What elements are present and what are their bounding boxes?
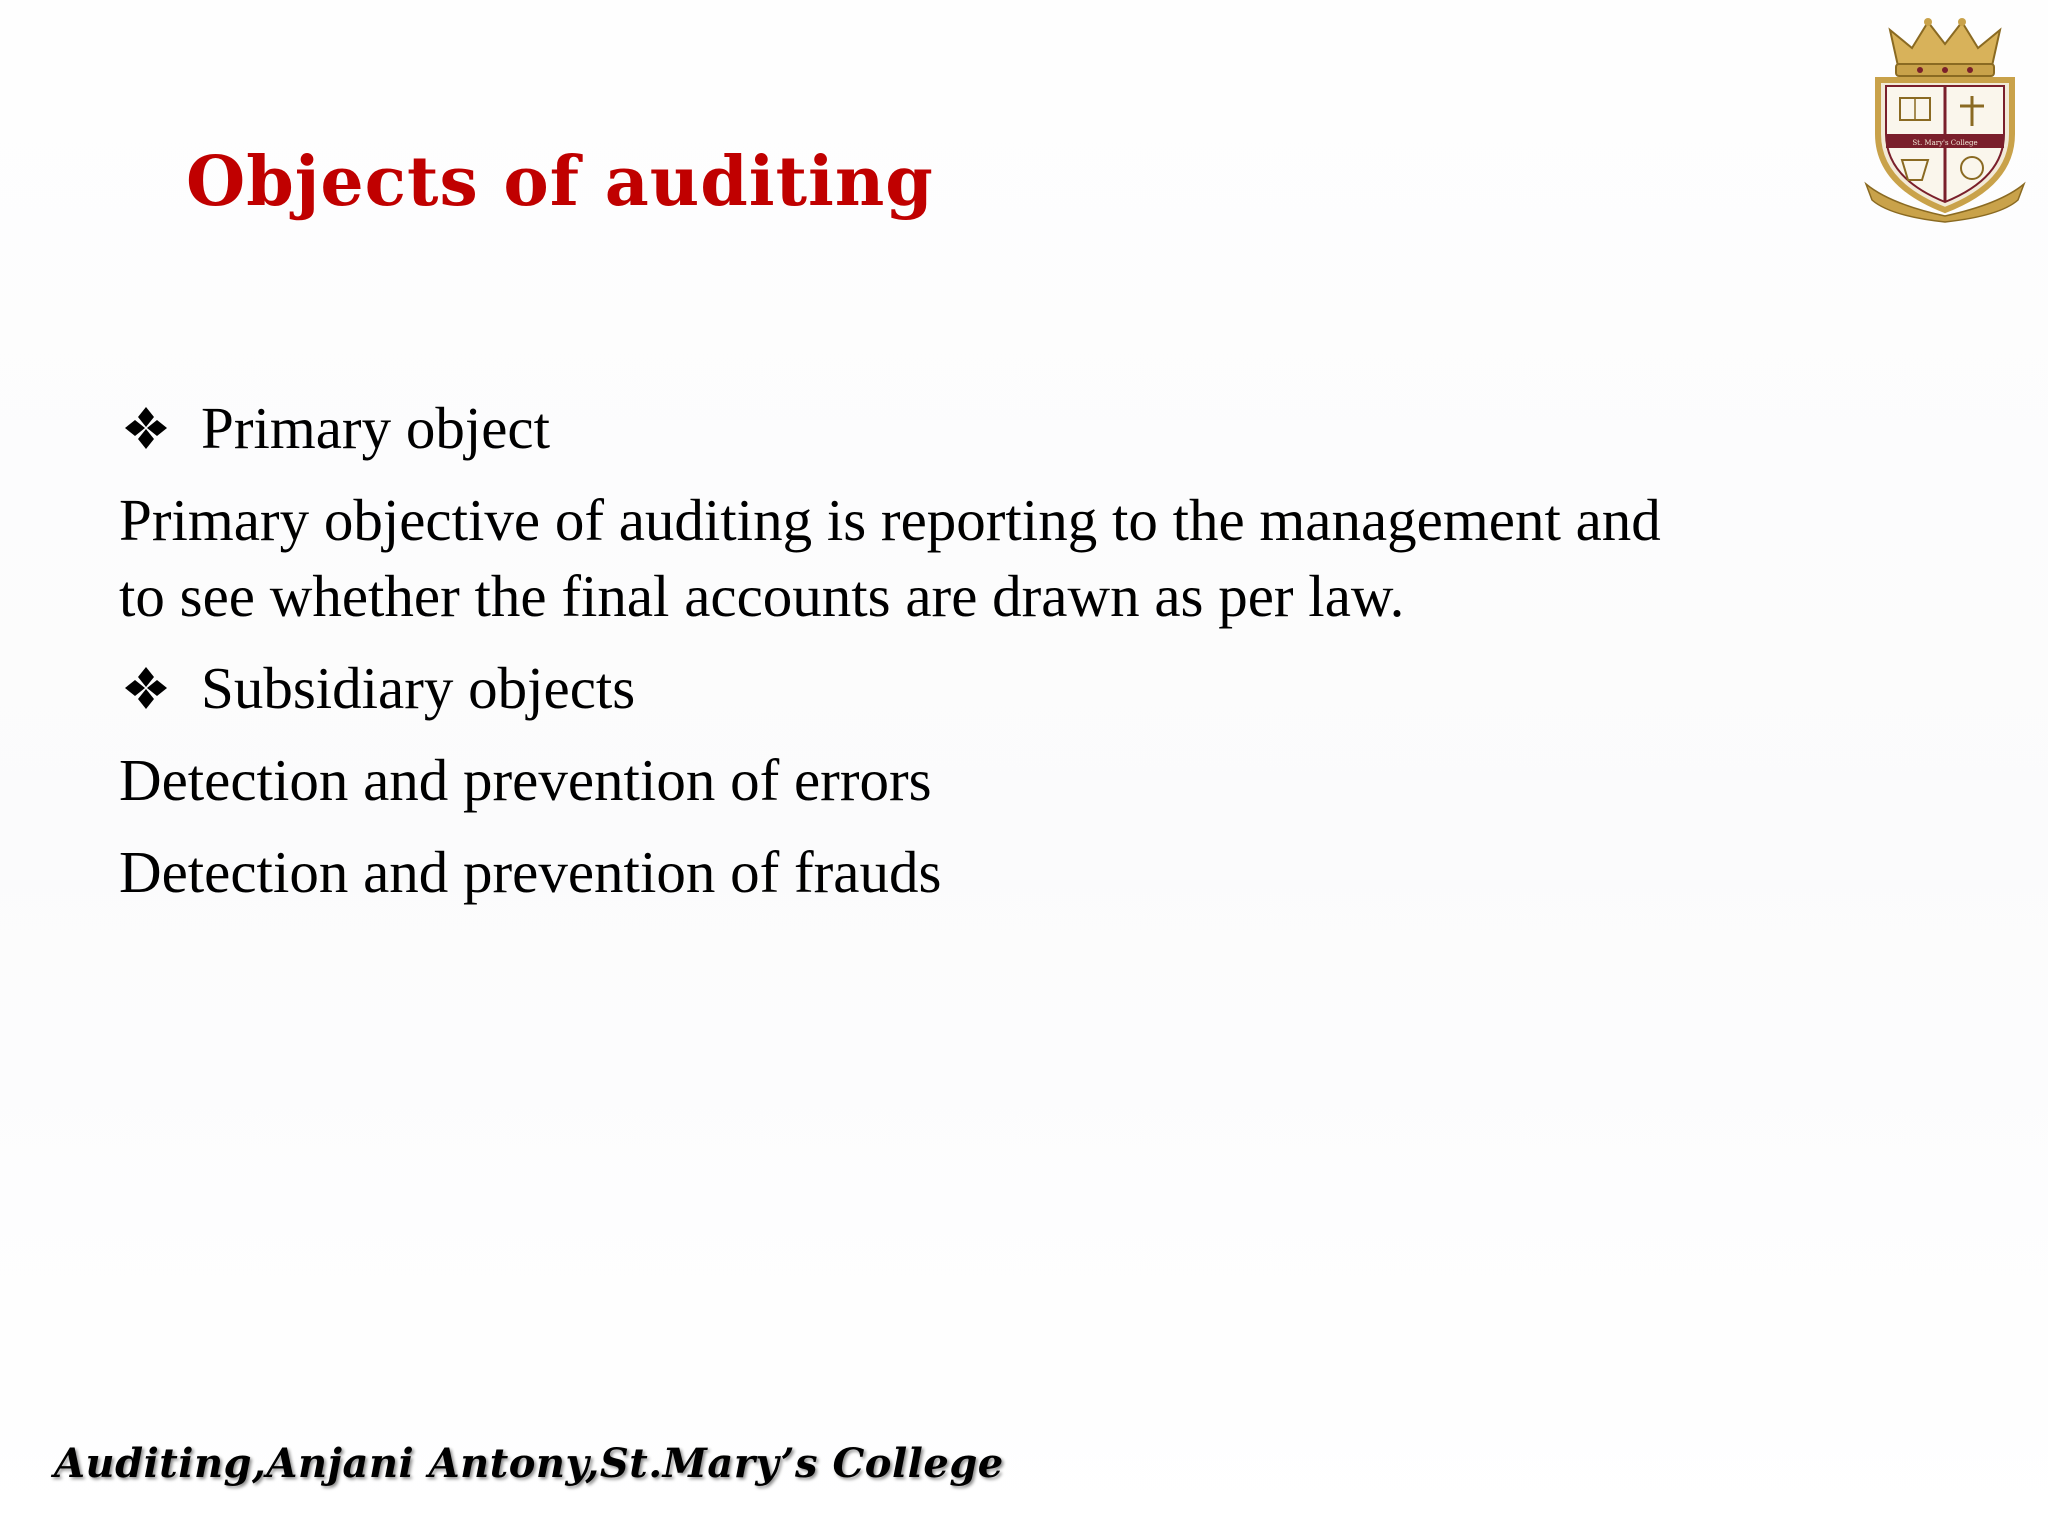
bullet-subsidiary-objects bbox=[119, 650, 1839, 726]
shield-icon bbox=[1878, 80, 2012, 210]
four-diamond-icon bbox=[123, 665, 169, 711]
paragraph-line: Detection and prevention of frauds bbox=[119, 839, 942, 905]
subsidiary-object-frauds bbox=[119, 834, 1839, 910]
paragraph-line: Detection and prevention of errors bbox=[119, 747, 932, 813]
crown-icon bbox=[1890, 18, 2000, 76]
bullet-text: Subsidiary objects bbox=[201, 655, 636, 721]
paragraph-line: Primary objective of auditing is reporting to the management and bbox=[119, 487, 1661, 553]
paragraph-line: to see whether the final accounts are drawn as per law. bbox=[119, 563, 1405, 629]
slide-footer: Auditing,Anjani Antony,St.Mary’s College bbox=[54, 1440, 1004, 1487]
primary-object-description bbox=[119, 482, 1839, 634]
college-crest-logo bbox=[1860, 14, 2030, 224]
subsidiary-object-errors bbox=[119, 742, 1839, 818]
bullet-primary-object bbox=[119, 390, 1839, 466]
slide-body bbox=[119, 390, 1839, 926]
svg-text:St. Mary's College: St. Mary's College bbox=[1912, 139, 1978, 147]
four-diamond-icon bbox=[123, 405, 169, 451]
slide-title: Objects of auditing bbox=[186, 142, 934, 222]
bullet-text: Primary object bbox=[201, 395, 550, 461]
